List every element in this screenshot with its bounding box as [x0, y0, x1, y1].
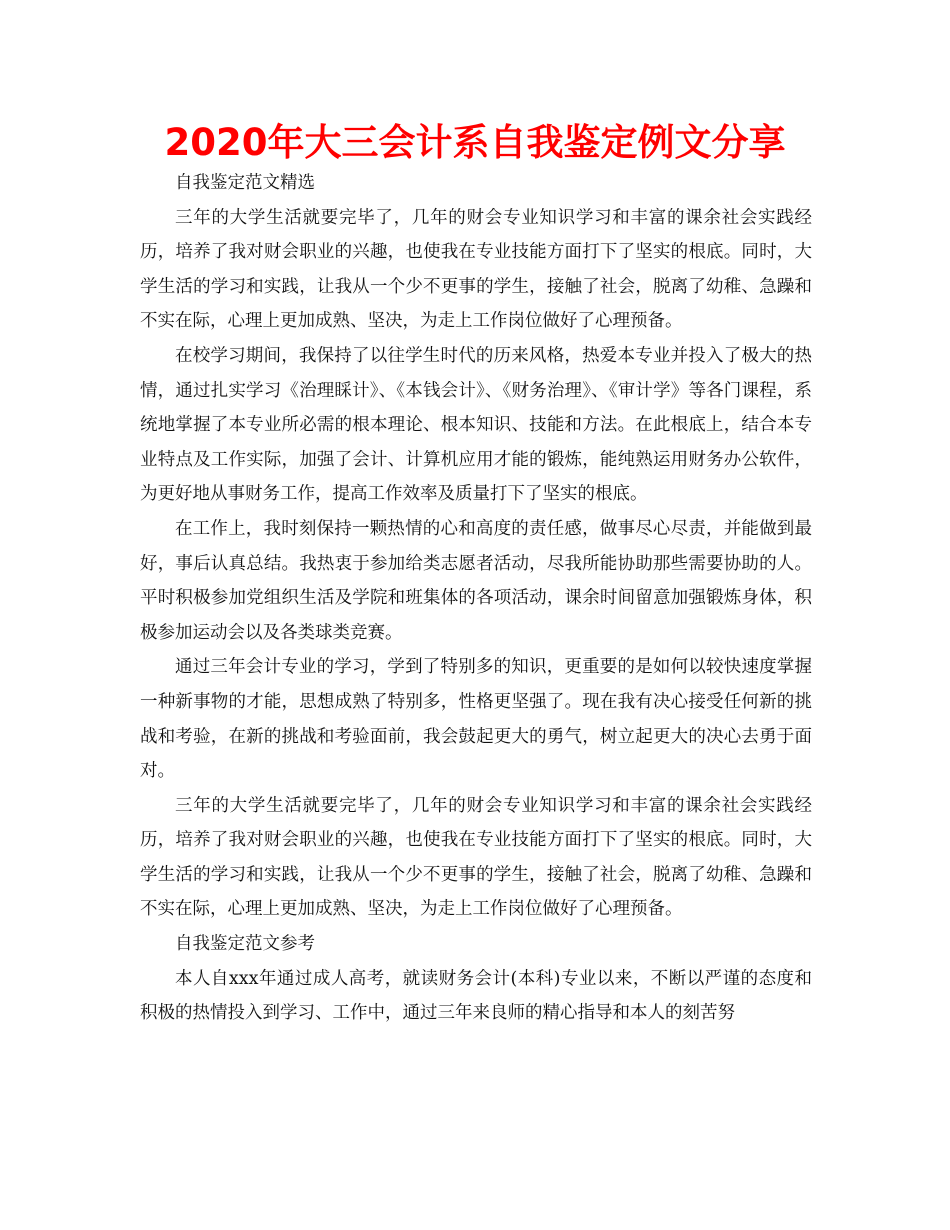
paragraph: 通过三年会计专业的学习，学到了特别多的知识，更重要的是如何以较快速度掌握一种新事物的才能，思想成熟了特别多，性格更坚强了。现在我有决心接受任何新的挑战和考验，在新的挑战和考验面前，我会鼓起更大的勇气，树立起更大的决心去勇于面对。: [140, 657, 812, 782]
paragraph: 本人自xxx年通过成人高考，就读财务会计(本科)专业以来，不断以严谨的态度和积极的热情投入到学习、工作中，通过三年来良师的精心指导和本人的刻苦努: [140, 968, 812, 1024]
document-title: 2020年大三会计系自我鉴定例文分享: [164, 121, 786, 164]
paragraph: 三年的大学生活就要完毕了，几年的财会专业知识学习和丰富的课余社会实践经历，培养了我对财会职业的兴趣，也使我在专业技能方面打下了坚实的根底。同时，大学生活的学习和实践，让我从一个少不更事的学生，接触了社会，脱离了幼稚、急躁和不实在际，心理上更加成熟、坚决，为走上工作岗位做好了心理预备。: [140, 795, 812, 920]
paragraph: 三年的大学生活就要完毕了，几年的财会专业知识学习和丰富的课余社会实践经历，培养了我对财会职业的兴趣，也使我在专业技能方面打下了坚实的根底。同时，大学生活的学习和实践，让我从一个少不更事的学生，接触了社会，脱离了幼稚、急躁和不实在际，心理上更加成熟、坚决，为走上工作岗位做好了心理预备。: [140, 207, 812, 332]
paragraph: 在工作上，我时刻保持一颗热情的心和高度的责任感，做事尽心尽责，并能做到最好，事后认真总结。我热衷于参加给类志愿者活动，尽我所能协助那些需要协助的人。平时积极参加党组织生活及学院和班集体的各项活动，课余时间留意加强锻炼身体，积极参加运动会以及各类球类竞赛。: [140, 518, 812, 643]
paragraph: 在校学习期间，我保持了以往学生时代的历来风格，热爱本专业并投入了极大的热情，通过扎实学习《治理睬计》、《本钱会计》、《财务治理》、《审计学》等各门课程，系统地掌握了本专业所必需的根本理论、根本知识、技能和方法。在此根底上，结合本专业特点及工作实际，加强了会计、计算机应用才能的锻炼，能纯熟运用财务办公软件，为更好地从事财务工作，提高工作效率及质量打下了坚实的根底。: [140, 345, 812, 505]
document-body: [140, 166, 812, 1031]
section-heading-selected-samples: 自我鉴定范文精选: [175, 173, 315, 193]
section-heading-reference-sample: 自我鉴定范文参考: [175, 934, 315, 955]
